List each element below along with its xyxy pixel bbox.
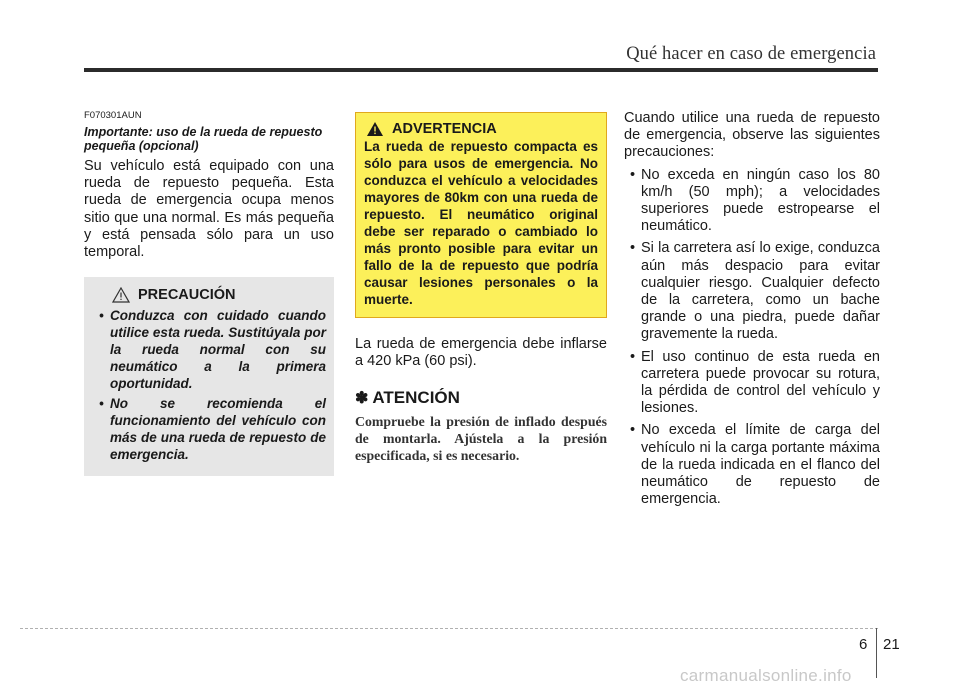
bullet: • bbox=[630, 348, 636, 365]
precaution-item-text: El uso continuo de esta rueda en carretera puede provocar su rotura, la pérdida de control del vehículo y lesiones. bbox=[641, 348, 880, 417]
caution-list bbox=[92, 307, 326, 463]
caution-heading bbox=[92, 287, 326, 303]
caution-box bbox=[84, 277, 334, 476]
precaution-item bbox=[624, 167, 880, 236]
warning-triangle-filled-icon bbox=[366, 121, 384, 137]
caution-item bbox=[92, 395, 326, 463]
chapter-number: 6 bbox=[859, 636, 868, 653]
bullet: • bbox=[630, 422, 636, 439]
caution-item-text: No se recomienda el funcionamiento del vehículo con más de una rueda de repuesto de emergencia. bbox=[110, 396, 326, 463]
warning-heading bbox=[364, 121, 598, 137]
page-number-divider bbox=[876, 628, 877, 678]
bullet: • bbox=[630, 240, 636, 257]
atencion-text: Compruebe la presión de inflado después de montarla. Ajústela a la presión especificada, si es necesario. bbox=[355, 414, 607, 463]
column-left bbox=[84, 110, 334, 476]
column-right bbox=[624, 110, 880, 513]
precaution-item bbox=[624, 349, 880, 418]
bullet: • bbox=[99, 308, 104, 324]
asterisk-icon: ✽ bbox=[355, 390, 369, 408]
watermark: carmanualsonline.info bbox=[680, 666, 852, 685]
precaution-item bbox=[624, 422, 880, 508]
caution-item bbox=[92, 307, 326, 392]
footer-rule bbox=[20, 628, 878, 629]
section-code: F070301AUN bbox=[84, 110, 142, 121]
page-header-title: Qué hacer en caso de emergencia bbox=[626, 44, 876, 64]
warning-box bbox=[355, 112, 607, 318]
warning-triangle-outline-icon bbox=[112, 287, 130, 303]
precautions-list bbox=[624, 167, 880, 509]
precautions-intro: Cuando utilice una rueda de repuesto de emergencia, observe las siguientes precauciones: bbox=[624, 110, 880, 161]
section-title: Importante: uso de la rueda de repuesto pequeña (opcional) bbox=[84, 125, 323, 153]
caution-heading-text: PRECAUCIÓN bbox=[138, 287, 236, 304]
atencion-heading bbox=[355, 388, 607, 408]
bullet: • bbox=[99, 396, 104, 412]
column-middle bbox=[355, 110, 607, 465]
precaution-item-text: Si la carretera así lo exige, conduzca aún más despacio para evitar cualquier riesgo. Cualquier defecto de la carretera, como un bache grande o una piedra, puede dañar gravemente la rueda. bbox=[641, 240, 880, 343]
warning-heading-text: ADVERTENCIA bbox=[392, 121, 497, 137]
atencion-heading-text: ATENCIÓN bbox=[372, 388, 460, 408]
header-rule bbox=[84, 68, 878, 72]
page-number: 21 bbox=[883, 636, 900, 653]
inflation-paragraph: La rueda de emergencia debe inflarse a 420 kPa (60 psi). bbox=[355, 336, 607, 370]
caution-item-text: Conduzca con cuidado cuando utilice esta rueda. Sustitúyala por la rueda normal con su neumático a la primera oportunidad. bbox=[110, 308, 326, 392]
precaution-item bbox=[624, 240, 880, 343]
section-paragraph: Su vehículo está equipado con una rueda de repuesto pequeña. Esta rueda de emergencia ocupa menos sitio que una normal. Es más pequeña y está pensada sólo para un uso temporal. bbox=[84, 158, 334, 261]
precaution-item-text: No exceda el límite de carga del vehículo ni la carga portante máxima de la rueda indicada en el flanco del neumático de repuesto de emergencia. bbox=[641, 422, 880, 508]
warning-text: La rueda de repuesto compacta es sólo para usos de emergencia. No conduzca el vehículo a velocidades mayores de 80km con una rueda de repuesto. El neumático original debe ser reparado o cambiado lo más pronto posible para evitar un fallo de la de repuesto que podría causar lesiones personales o la muerte. bbox=[364, 139, 598, 307]
bullet: • bbox=[630, 166, 636, 183]
precaution-item-text: No exceda en ningún caso los 80 km/h (50 mph); a velocidades superiores puede estropearse el neumático. bbox=[641, 166, 880, 235]
